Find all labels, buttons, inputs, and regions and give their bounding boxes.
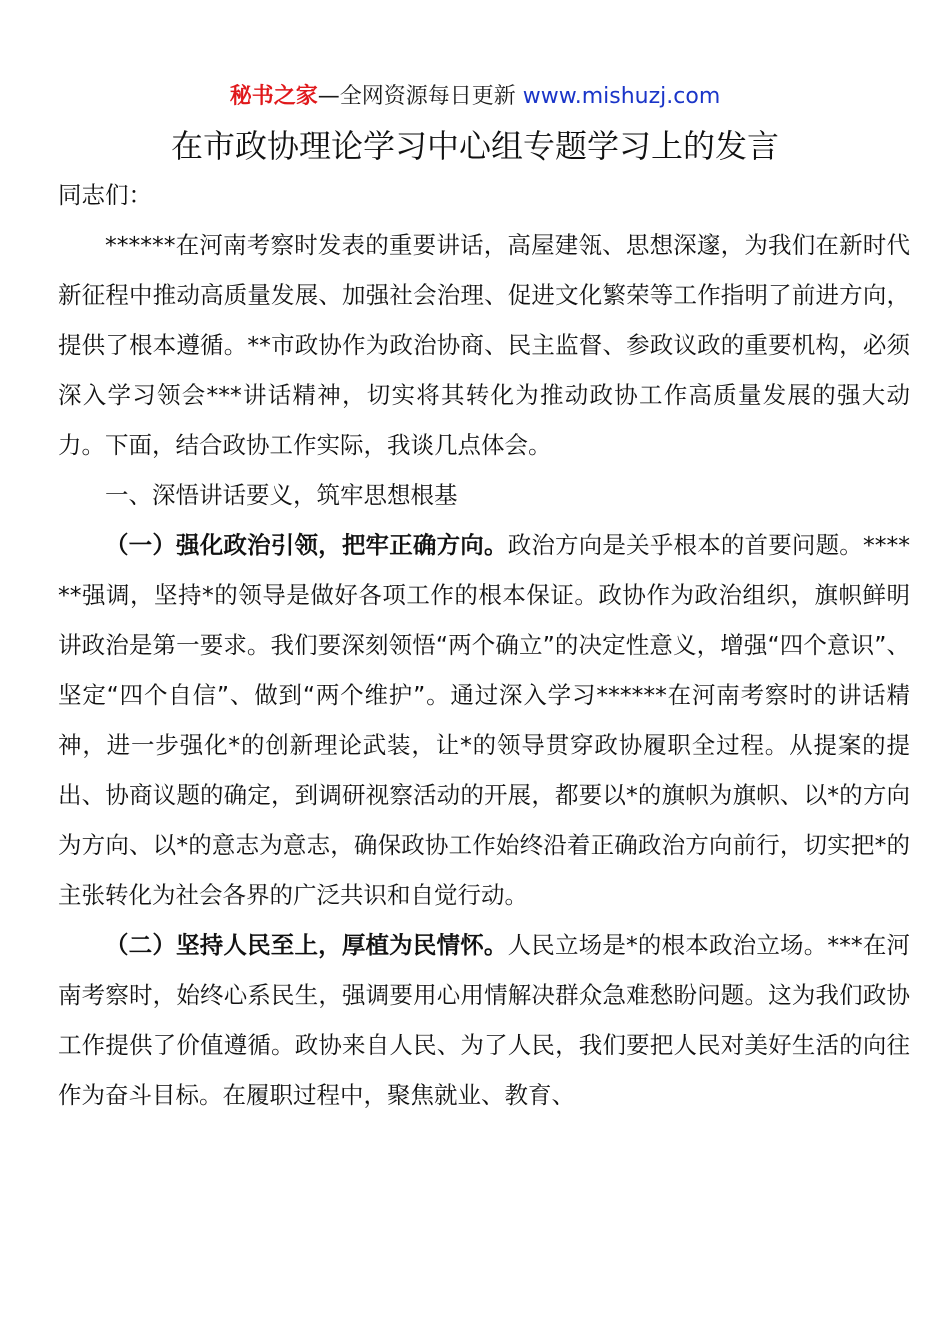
document-title: 在市政协理论学习中心组专题学习上的发言 bbox=[170, 127, 779, 165]
site-watermark bbox=[0, 82, 950, 112]
point-1-paragraph bbox=[58, 520, 910, 920]
point-2-body: 人民立场是*的根本政治立场。***在河南考察时，始终心系民生，强调要用心用情解决群众急难愁盼问题。这为我们政协工作提供了价值遵循。政协来自人民、为了人民，我们要把人民对美好生活的向往作为奋斗目标。在履职过程中，聚焦就业、教育、 bbox=[58, 931, 911, 1109]
greeting: 同志们： bbox=[58, 181, 152, 209]
watermark-brand: 秘书之家 bbox=[229, 84, 318, 109]
document-body bbox=[58, 170, 910, 1120]
watermark-url: www.mishuzj.com bbox=[522, 84, 721, 109]
section-heading-1: 一、深悟讲话要义，筑牢思想根基 bbox=[105, 481, 458, 509]
point-2-paragraph bbox=[58, 920, 910, 1120]
watermark-tagline: —全网资源每日更新 bbox=[317, 84, 516, 109]
point-2-lead: （二）坚持人民至上，厚植为民情怀。 bbox=[105, 931, 508, 959]
intro-paragraph: ******在河南考察时发表的重要讲话，高屋建瓴、思想深邃，为我们在新时代新征程中推动高质量发展、加强社会治理、促进文化繁荣等工作指明了前进方向，提供了根本遵循。**市政协作为政治协商、民主监督、参政议政的重要机构，必须深入学习领会***讲话精神，切实将其转化为推动政协工作高质量发展的强大动力。下面，结合政协工作实际，我谈几点体会。 bbox=[58, 231, 910, 459]
point-1-lead: （一）强化政治引领，把牢正确方向。 bbox=[105, 531, 508, 559]
point-1-body: 政治方向是关乎根本的首要问题。******强调，坚持*的领导是做好各项工作的根本保证。政协作为政治组织，旗帜鲜明讲政治是第一要求。我们要深刻领悟“两个确立”的决定性意义，增强“四个意识”、坚定“四个自信”、做到“两个维护”。通过深入学习******在河南考察时的讲话精神，进一步强化*的创新理论武装，让*的领导贯穿政协履职全过程。从提案的提出、协商议题的确定，到调研视察活动的开展，都要以*的旗帜为旗帜、以*的方向为方向、以*的意志为意志，确保政协工作始终沿着正确政治方向前行，切实把*的主张转化为社会各界的广泛共识和自觉行动。 bbox=[58, 531, 910, 909]
